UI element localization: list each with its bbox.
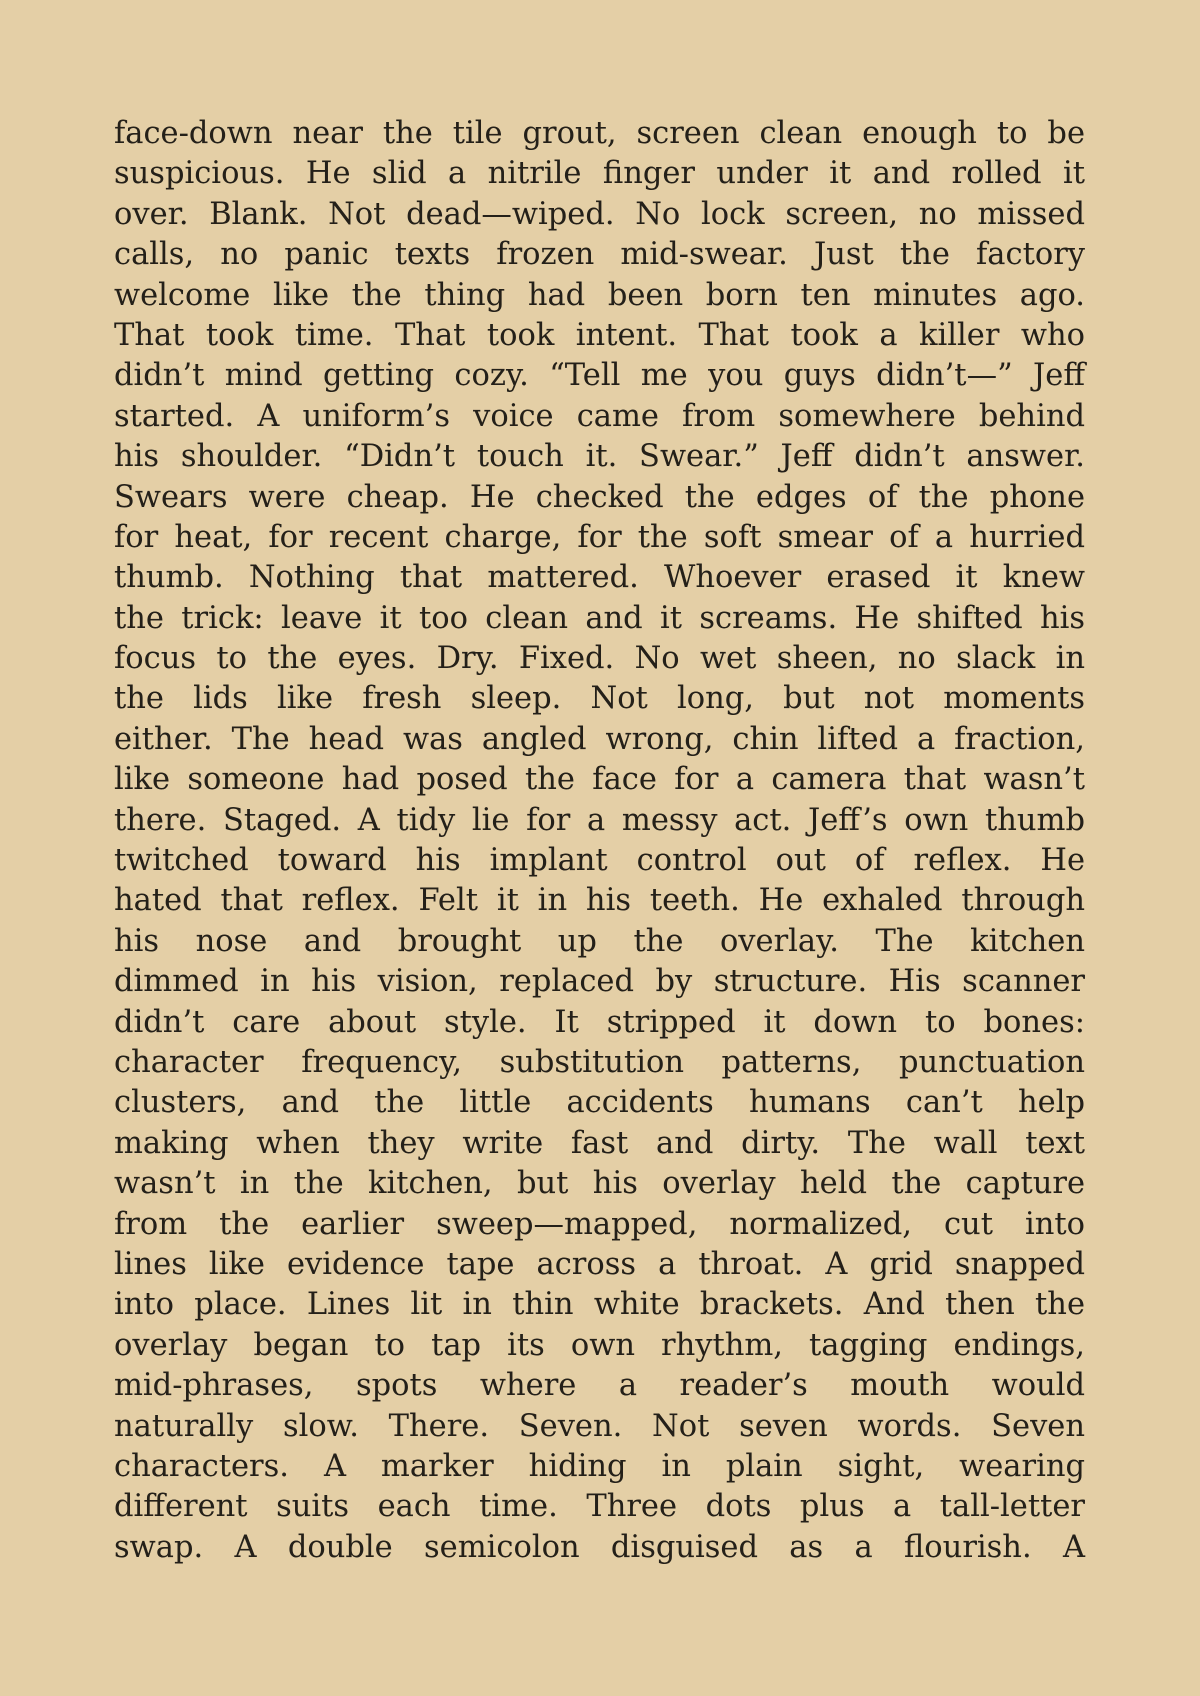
text-line: hated that reflex. Felt it in his teeth. He exhaled through <box>114 883 1085 919</box>
text-line: either. The head was angled wrong, chin lifted a fraction, <box>114 721 1085 757</box>
text-line: lines like evidence tape across a throat. A grid snapped <box>114 1246 1085 1282</box>
text-line: into place. Lines lit in thin white brackets. And then the <box>114 1287 1085 1323</box>
text-line: clusters, and the little accidents humans can’t help <box>114 1085 1085 1121</box>
body-text <box>114 114 1085 1568</box>
text-line: calls, no panic texts frozen mid-swear. Just the factory <box>114 237 1085 273</box>
text-line: thumb. Nothing that mattered. Whoever erased it knew <box>114 560 1085 596</box>
text-line: swap. A double semicolon disguised as a flourish. A <box>114 1529 1085 1565</box>
text-line: started. A uniform’s voice came from somewhere behind <box>114 398 1085 434</box>
text-line: the lids like fresh sleep. Not long, but not moments <box>114 681 1085 717</box>
text-line: his shoulder. “Didn’t touch it. Swear.” Jeff didn’t answer. <box>114 439 1085 475</box>
text-line: from the earlier sweep—mapped, normalized, cut into <box>114 1206 1085 1242</box>
text-line: character frequency, substitution patterns, punctuation <box>114 1044 1085 1080</box>
text-line: dimmed in his vision, replaced by structure. His scanner <box>114 964 1085 1000</box>
text-line: That took time. That took intent. That took a killer who <box>114 317 1085 353</box>
text-line: twitched toward his implant control out of reflex. He <box>114 843 1085 879</box>
text-line: characters. A marker hiding in plain sight, wearing <box>114 1448 1085 1484</box>
text-line: like someone had posed the face for a camera that wasn’t <box>114 762 1085 798</box>
text-line: for heat, for recent charge, for the soft smear of a hurried <box>114 519 1085 555</box>
text-line: welcome like the thing had been born ten minutes ago. <box>114 277 1085 313</box>
text-line: wasn’t in the kitchen, but his overlay held the capture <box>114 1166 1085 1202</box>
text-line: making when they write fast and dirty. The wall text <box>114 1125 1085 1161</box>
text-line: his nose and brought up the overlay. The kitchen <box>114 923 1085 959</box>
text-line: overlay began to tap its own rhythm, tagging endings, <box>114 1327 1085 1363</box>
text-line: Swears were cheap. He checked the edges of the phone <box>114 479 1085 515</box>
text-line: didn’t care about style. It stripped it down to bones: <box>114 1004 1085 1040</box>
text-line: suspicious. He slid a nitrile finger under it and rolled it <box>114 156 1085 192</box>
text-line: the trick: leave it too clean and it screams. He shifted his <box>114 600 1085 636</box>
text-line: face-down near the tile grout, screen clean enough to be <box>114 116 1085 151</box>
text-line: there. Staged. A tidy lie for a messy act. Jeff’s own thumb <box>114 802 1085 838</box>
text-line: focus to the eyes. Dry. Fixed. No wet sheen, no slack in <box>114 641 1085 677</box>
text-line: didn’t mind getting cozy. “Tell me you guys didn’t—” Jeff <box>114 358 1085 394</box>
text-line: naturally slow. There. Seven. Not seven words. Seven <box>114 1408 1085 1444</box>
text-line: different suits each time. Three dots plus a tall-letter <box>114 1489 1085 1525</box>
text-line: mid-phrases, spots where a reader’s mouth would <box>114 1368 1085 1404</box>
text-line: over. Blank. Not dead—wiped. No lock screen, no missed <box>114 196 1085 232</box>
